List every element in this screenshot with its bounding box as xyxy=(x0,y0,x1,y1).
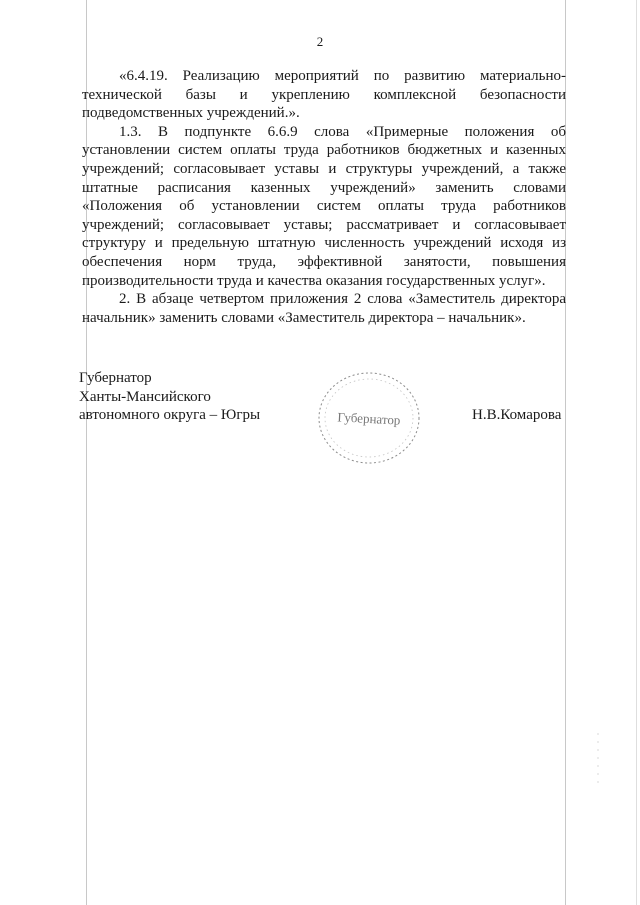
electronic-signature-stamp xyxy=(307,366,432,470)
scan-artifact-dots xyxy=(596,730,604,790)
stamp-text: Губернатор xyxy=(337,409,401,428)
signatory-title-line: Ханты-Мансийского xyxy=(79,388,211,405)
signatory-title-line: автономного округа – Югры xyxy=(79,407,261,424)
stamp-graphic xyxy=(307,366,432,470)
page-number: 2 xyxy=(316,34,324,49)
paragraph-2: 2. В абзаце четвертом приложения 2 слова «Заместитель директора начальник» заменить словами «Заместитель директора – начальник». xyxy=(82,291,566,326)
signatory-title-line: Губернатор xyxy=(79,370,152,386)
signatory-title xyxy=(79,369,260,425)
document-body xyxy=(82,67,566,327)
paragraph-6-4-19: «6.4.19. Реализацию мероприятий по развитию материально-технической базы и укреплению комплексной безопасности подведомственных учреждений.». xyxy=(82,68,566,122)
signer-name: Н.В.Комарова xyxy=(472,407,562,423)
paragraph-1-3: 1.3. В подпункте 6.6.9 слова «Примерные положения об установлении систем оплаты труда работников бюджетных и казенных учреждений; согласовывает уставы и структуры учреждений, а также штатные расписания казенных учреждений» заменить словами «Положения об установлении систем оплаты труда работников учреждений; согласовывает уставы; рассматривает и согласовывает структуру и предельную штатную численность учреждений исходя из обеспечения норм труда, эффективной занятости, повышения производительности труда и качества оказания государственных услуг». xyxy=(82,123,566,289)
scan-edge-line xyxy=(636,0,637,905)
